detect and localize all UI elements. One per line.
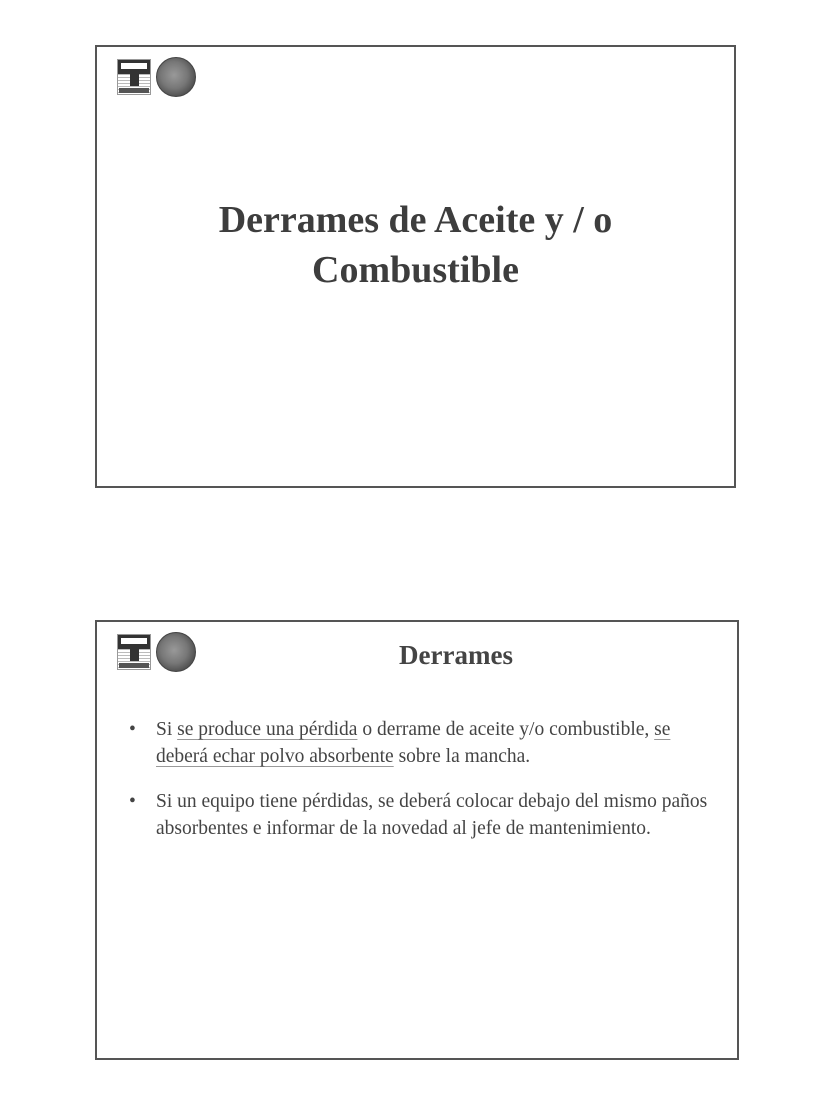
slide-1: [95, 45, 736, 488]
logo-group: [117, 57, 196, 97]
title-line-2: Combustible: [312, 249, 519, 291]
bullet-seg: sobre la mancha.: [393, 746, 531, 767]
slide-title: Derrames: [399, 640, 513, 670]
seal-logo-icon: [156, 57, 196, 97]
bullet-list: [129, 716, 709, 860]
underlined-phrase: se produce una pérdida: [177, 719, 358, 740]
slide-2: [95, 620, 739, 1060]
bullet-icon: •: [129, 791, 136, 812]
title-line-1: Derrames de Aceite y / o: [218, 199, 613, 241]
bullet-text: Si un equipo tiene pérdidas, se deberá colocar debajo del mismo paños absorbentes e informar de la novedad al jefe de mantenimiento.: [156, 791, 708, 839]
bullet-item: [129, 788, 709, 842]
company-t-logo-icon: [117, 59, 151, 95]
slide-title: [97, 195, 734, 295]
bullet-seg: Si: [156, 719, 178, 740]
bullet-icon: •: [129, 719, 136, 740]
bullet-seg: o derrame de aceite y/o combustible,: [357, 719, 655, 740]
underlined-phrase: se deberá echar polvo absorbente: [156, 719, 671, 767]
bullet-item: [129, 716, 709, 770]
